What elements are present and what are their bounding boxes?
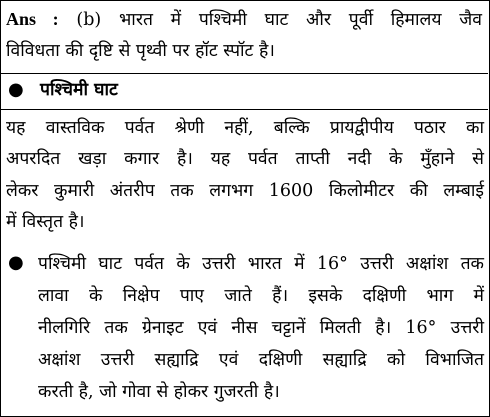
bullet-item-line-5: करती है, जो गोवा से होकर गुजरती है।: [38, 382, 280, 402]
section-heading-text: पश्चिमी घाट: [40, 80, 118, 100]
paragraph1-line-4: में विस्तृत है।: [6, 212, 85, 232]
bullet-item-line-4: अक्षांश उत्तरी सह्याद्रि एवं दक्षिणी सह्याद्रि को विभाजित: [38, 350, 484, 370]
answer-block: [0, 0, 488, 74]
list-bullet-icon: ●: [8, 252, 24, 273]
paragraph1-line-1: यह वास्तविक पर्वत श्रेणी नहीं, बल्कि प्रायद्वीपीय पठार का: [6, 118, 484, 138]
section-heading: [0, 73, 488, 110]
paragraph1-line-3: लेकर कुमारी अंतरीप तक लगभग 1600 किलोमीटर की लम्बाई: [6, 181, 484, 201]
answer-label: Ans :: [6, 9, 59, 29]
answer-text-1: (b) भारत में पश्चिमी घाट और पूर्वी हिमालय जैव: [76, 10, 482, 30]
paragraph1-line-2: अपरदित खड़ा कगार है। यह पर्वत ताप्ती नदी के मुँहाने से: [6, 149, 484, 169]
bullet-item-line-2: लावा के निक्षेप पाए जाते हैं। इसके दक्षिणी भाग में: [38, 286, 484, 306]
bullet-item-line-3: नीलगिरि तक ग्रेनाइट एवं नीस चट्टानें मिलती है। 16° उत्तरी: [38, 318, 484, 338]
bullet-item-line-1: पश्चिमी घाट पर्वत के उत्तरी भारत में 16° उत्तरी अक्षांश तक: [38, 254, 484, 274]
answer-line-1: [6, 4, 482, 35]
heading-bullet-icon: ●: [8, 79, 24, 100]
answer-line-2: विविधता की दृष्टि से पृथ्वी पर हॉट स्पॉट है।: [6, 41, 275, 61]
